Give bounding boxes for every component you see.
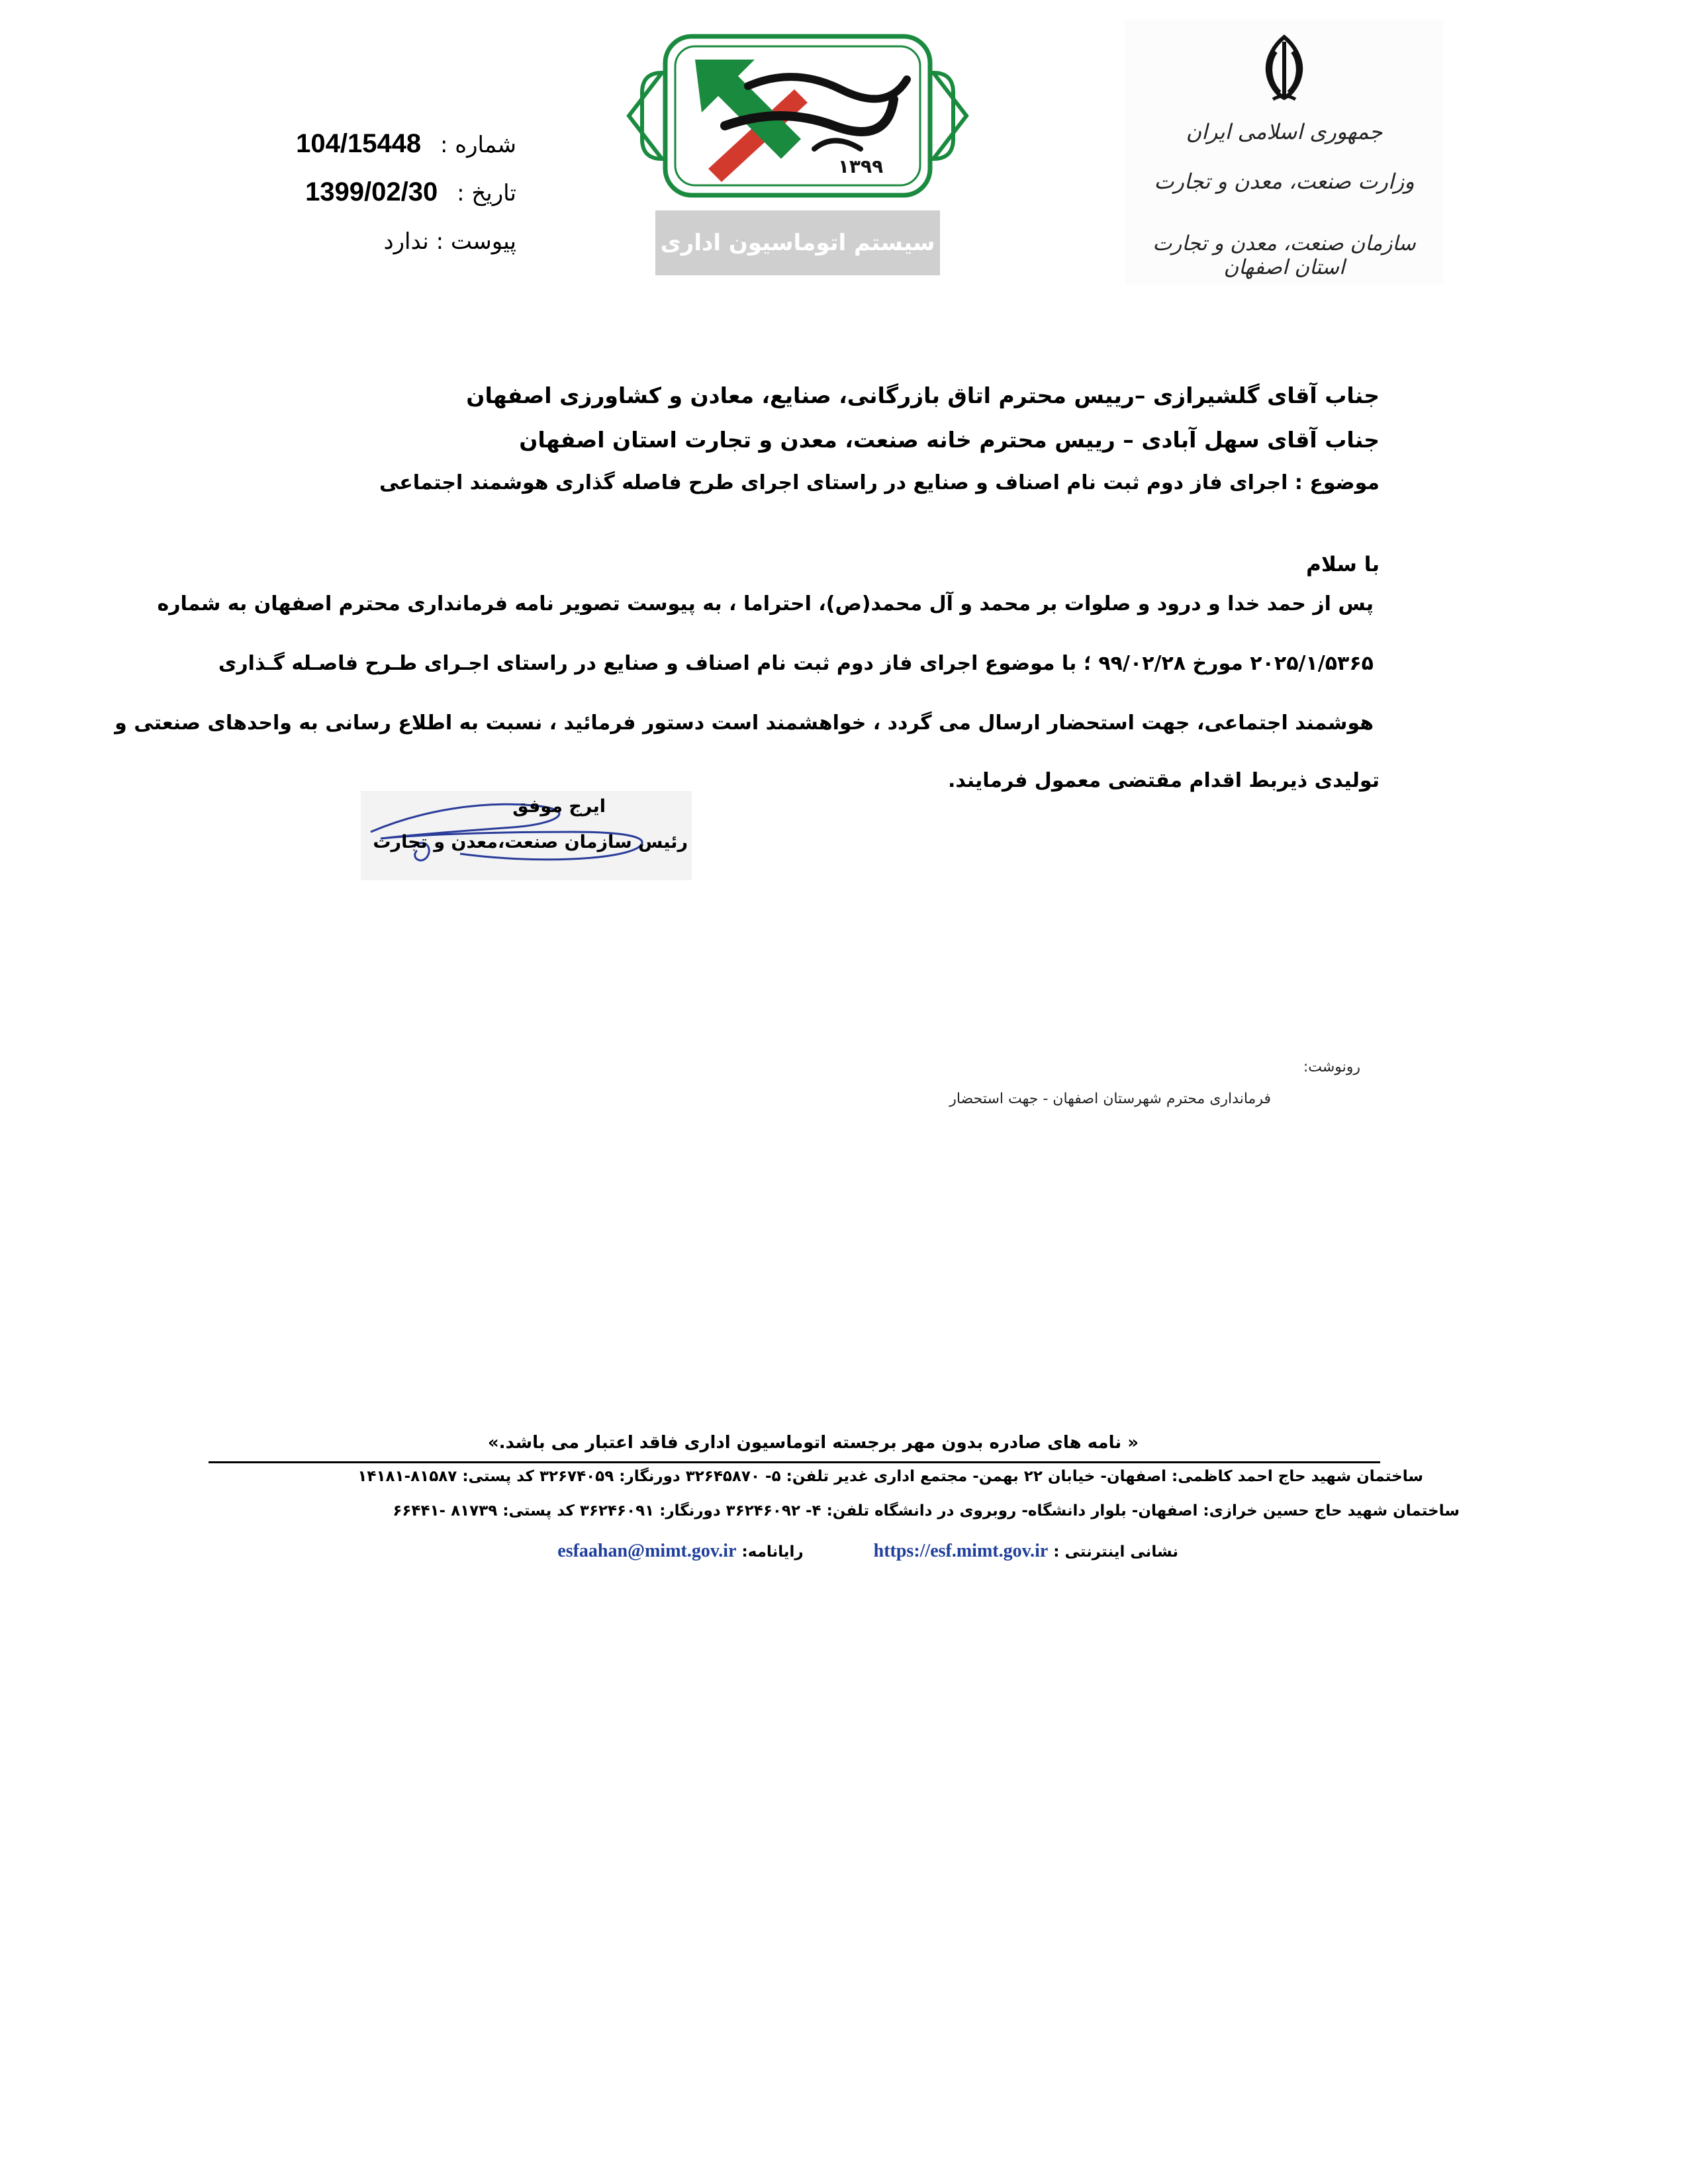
- production-leap-logo: [616, 26, 980, 205]
- logo-slogan-text: [715, 99, 900, 130]
- footer-address-1: ساختمان شهید حاج احمد کاظمی: اصفهان- خیابان ۲۲ بهمن- مجتمع اداری غدیر تلفن: ۵- ۳۲۶۴۵۸۷۰ دورنگار: ۳۲۶۷۴۰۵۹ کد پستی: ۸۱۵۸۷-۱۴۱۸۱: [357, 1468, 1423, 1485]
- signatory-title: رئیس سازمان صنعت،معدن و تجارت: [373, 832, 688, 852]
- footer-address-2: ساختمان شهید حاج حسین خرازی: اصفهان- بلوار دانشگاه- روبروی در دانشگاه تلفن: ۴- ۳۶۲۴۶۰۹۲ دورنگار: ۳۶۲۴۶۰۹۱ کد پستی: ۸۱۷۳۹ -۶۶۴۴۱: [393, 1502, 1460, 1520]
- letter-date-row: [265, 177, 516, 207]
- cc-label: رونوشت:: [1303, 1059, 1360, 1075]
- body-line-4: تولیدی ذیربط اقدام مقتضی معمول فرمایند.: [947, 769, 1380, 792]
- letter-date-value: 1399/02/30: [305, 177, 438, 206]
- automation-system-badge: سیستم اتوماسیون اداری: [655, 210, 940, 275]
- letter-number-value: 104/15448: [296, 129, 422, 158]
- email-link[interactable]: esfaahan@mimt.gov.ir: [557, 1541, 737, 1561]
- letter-number-row: [265, 129, 516, 159]
- signature-block: [361, 791, 692, 880]
- subject-line: موضوع : اجرای فاز دوم ثبت نام اصناف و صنایع در راستای اجرای طرح فاصله گذاری هوشمند اجتماعی: [379, 471, 1380, 494]
- gov-line-ministry: وزارت صنعت، معدن و تجارت: [1154, 169, 1415, 194]
- footer-contact-row: [557, 1541, 1178, 1562]
- cc-line: فرمانداری محترم شهرستان اصفهان - جهت استحضار: [949, 1091, 1271, 1107]
- letter-attachment: پیوست : ندارد: [383, 228, 516, 255]
- footer-divider: [209, 1461, 1380, 1463]
- website-label: نشانی اینترنتی :: [1053, 1543, 1178, 1561]
- website-link[interactable]: https://esf.mimt.gov.ir: [873, 1541, 1049, 1561]
- gov-line-organization: سازمان صنعت، معدن و تجارت استان اصفهان: [1152, 232, 1416, 279]
- government-emblem-block: [1125, 20, 1443, 285]
- greeting: با سلام: [1306, 553, 1380, 576]
- gov-line-republic: جمهوری اسلامی ایران: [1186, 119, 1383, 144]
- body-line-3: هوشمند اجتماعی، جهت استحضار ارسال می گردد ، خواهشمند است دستور فرمائید ، نسبت به اطلاع رسانی به واحدهای صنعتی و: [115, 711, 1374, 735]
- body-line-2: ۲۰۲۵/۱/۵۳۶۵ مورخ ۹۹/۰۲/۲۸ ؛ با موضوع اجرای فاز دوم ثبت نام اصناف و صنایع در راستای اجـرای طـرح فاصـله گـذاری: [218, 652, 1374, 675]
- recipient-line-2: جناب آقای سهل آبادی – رییس محترم خانه صنعت، معدن و تجارت استان اصفهان: [519, 427, 1380, 453]
- letter-number-label: شماره :: [440, 132, 516, 158]
- email-label: رایانامه:: [741, 1543, 804, 1561]
- letter-date-label: تاریخ :: [457, 180, 516, 206]
- footer-notice: « نامه های صادره بدون مهر برجسته اتوماسیون اداری فاقد اعتبار می باشد.»: [487, 1433, 1139, 1453]
- recipient-line-1: جناب آقای گلشیرازی –رییس محترم اتاق بازرگانی، صنایع، معادن و کشاورزی اصفهان: [466, 383, 1380, 408]
- iran-emblem-icon: [1248, 32, 1321, 105]
- body-line-1: پس از حمد خدا و درود و صلوات بر محمد و آل محمد(ص)، احتراما ، به پیوست تصویر نامه فرمانداری محترم اصفهان به شماره: [157, 592, 1374, 615]
- logo-year-text: ۱۳۹۹: [837, 156, 884, 177]
- signatory-name: ایرج موفق: [512, 796, 606, 817]
